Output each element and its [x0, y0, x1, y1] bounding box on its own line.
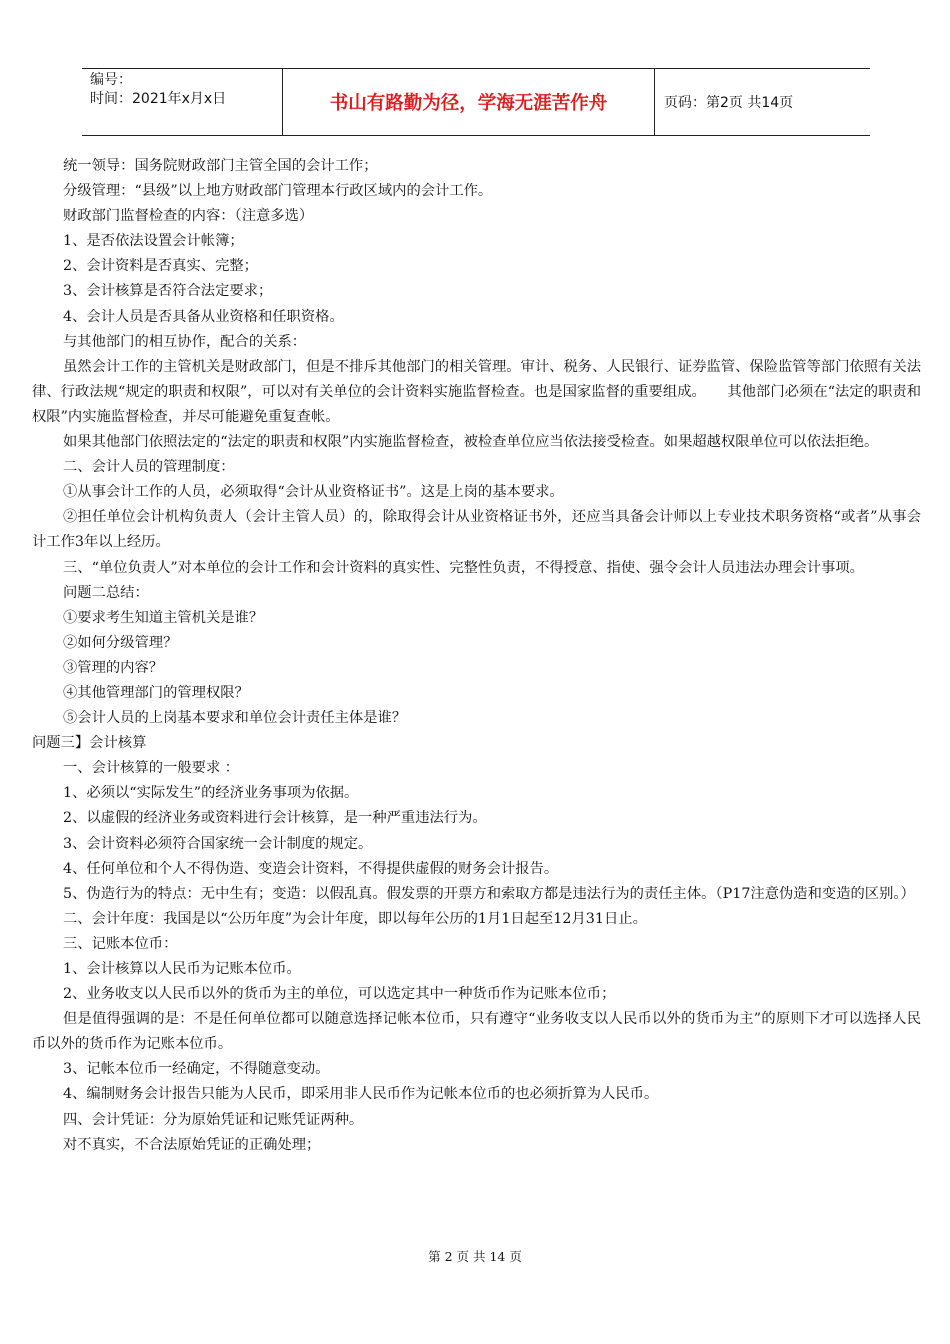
text-line: 3、记帐本位币一经确定，不得随意变动。 [63, 1061, 330, 1078]
text-line: ④其他管理部门的管理权限？ [63, 684, 249, 701]
paragraph: 如果其他部门依照法定的“法定的职责和权限”内实施监督检查，被检查单位应当依法接受检查。如果超越权限单位可以依法拒绝。 [63, 434, 879, 451]
text-line: ②如何分级管理？ [63, 634, 178, 651]
text-line: ①从事会计工作的人员，必须取得“会计从业资格证书”。这是上岗的基本要求。 [63, 484, 564, 501]
text-line: 4、任何单位和个人不得伪造、变造会计资料，不得提供虚假的财务会计报告。 [63, 860, 559, 877]
text-line: 三、记账本位币： [63, 935, 178, 952]
text-line: 二、会计人员的管理制度： [63, 459, 235, 476]
header-page-number: 页码：第2页 共14页 [664, 95, 794, 111]
text-line: 问题二总结： [63, 584, 149, 601]
document-body [32, 154, 921, 1158]
paragraph: 但是值得强调的是：不是任何单位都可以随意选择记帐本位币，只有遵守“业务收支以人民币以外的货币为主”的原则下才可以选择人民币以外的货币作为记账本位币。 [32, 1011, 921, 1053]
text-line: 1、会计核算以人民币为记账本位币。 [63, 961, 301, 977]
header-meta [82, 69, 283, 135]
page-header [82, 68, 870, 136]
paragraph: ②担任单位会计机构负责人（会计主管人员）的，除取得会计从业资格证书外，还应当具备会计师以上专业技术职务资格“或者”从事会计工作3年以上经历。 [32, 509, 921, 551]
doc-time-label: 时间：2021年x月x日 [90, 91, 227, 107]
text-line: 2、业务收支以人民币以外的货币为主的单位，可以选定其中一种货币作为记账本位币； [63, 986, 616, 1003]
text-line: 3、会计核算是否符合法定要求； [63, 283, 273, 300]
text-line: 2、会计资料是否真实、完整； [63, 258, 258, 275]
text-line: 1、必须以“实际发生”的经济业务事项为依据。 [63, 785, 359, 802]
text-line: 二、会计年度：我国是以“公历年度”为会计年度，即以每年公历的1月1日起至12月31日止。 [63, 910, 647, 927]
text-line: 财政部门监督检查的内容：（注意多选） [63, 208, 314, 225]
text-line: 一、会计核算的一般要求 ： [63, 760, 240, 777]
text-line: 与其他部门的相互协作，配合的关系： [63, 333, 307, 350]
text-line: 分级管理：“县级”以上地方财政部门管理本行政区域内的会计工作。 [63, 183, 493, 200]
text-line: 3、会计资料必须符合国家统一会计制度的规定。 [63, 835, 373, 852]
header-motto: 书山有路勤为径，学海无涯苦作舟 [283, 69, 655, 135]
text-line: 四、会计凭证：分为原始凭证和记账凭证两种。 [63, 1111, 364, 1128]
text-line: 对不真实，不合法原始凭证的正确处理； [63, 1136, 321, 1153]
text-line: 4、编制财务会计报告只能为人民币，即采用非人民币作为记帐本位币的也必须折算为人民币。 [63, 1086, 659, 1103]
text-line: 1、是否依法设置会计帐簿； [63, 233, 244, 250]
paragraph: 三、“单位负责人”对本单位的会计工作和会计资料的真实性、完整性负责，不得授意、指使、强令会计人员违法办理会计事项。 [63, 559, 864, 576]
section-title: 问题三】会计核算 [32, 735, 147, 752]
page-footer: 第 2 页 共 14 页 [428, 1249, 522, 1264]
text-line: 4、会计人员是否具备从业资格和任职资格。 [63, 308, 344, 325]
text-line: ③管理的内容？ [63, 659, 164, 676]
text-line: ⑤会计人员的上岗基本要求和单位会计责任主体是谁？ [63, 710, 407, 727]
text-line: ①要求考生知道主管机关是谁？ [63, 609, 264, 626]
text-line: 统一领导：国务院财政部门主管全国的会计工作； [63, 158, 378, 174]
text-line: 2、以虚假的经济业务或资料进行会计核算，是一种严重违法行为。 [63, 810, 487, 827]
paragraph: 虽然会计工作的主管机关是财政部门，但是不排斥其他部门的相关管理。审计、税务、人民银行、证券监管、保险监管等部门依照有关法律、行政法规“规定的职责和权限”，可以对有关单位的会计资料实施监督检查。也是国家监督的重要组成。 其他部门必须在“法定的职责和权限”内实施监督检查，并尽可能避免重复查帐。 [32, 358, 921, 425]
doc-code-label: 编号： [90, 72, 132, 88]
paragraph: 5、伪造行为的特点：无中生有；变造：以假乱真。假发票的开票方和索取方都是违法行为的责任主体。（P17注意伪造和变造的区别。） [63, 885, 915, 902]
